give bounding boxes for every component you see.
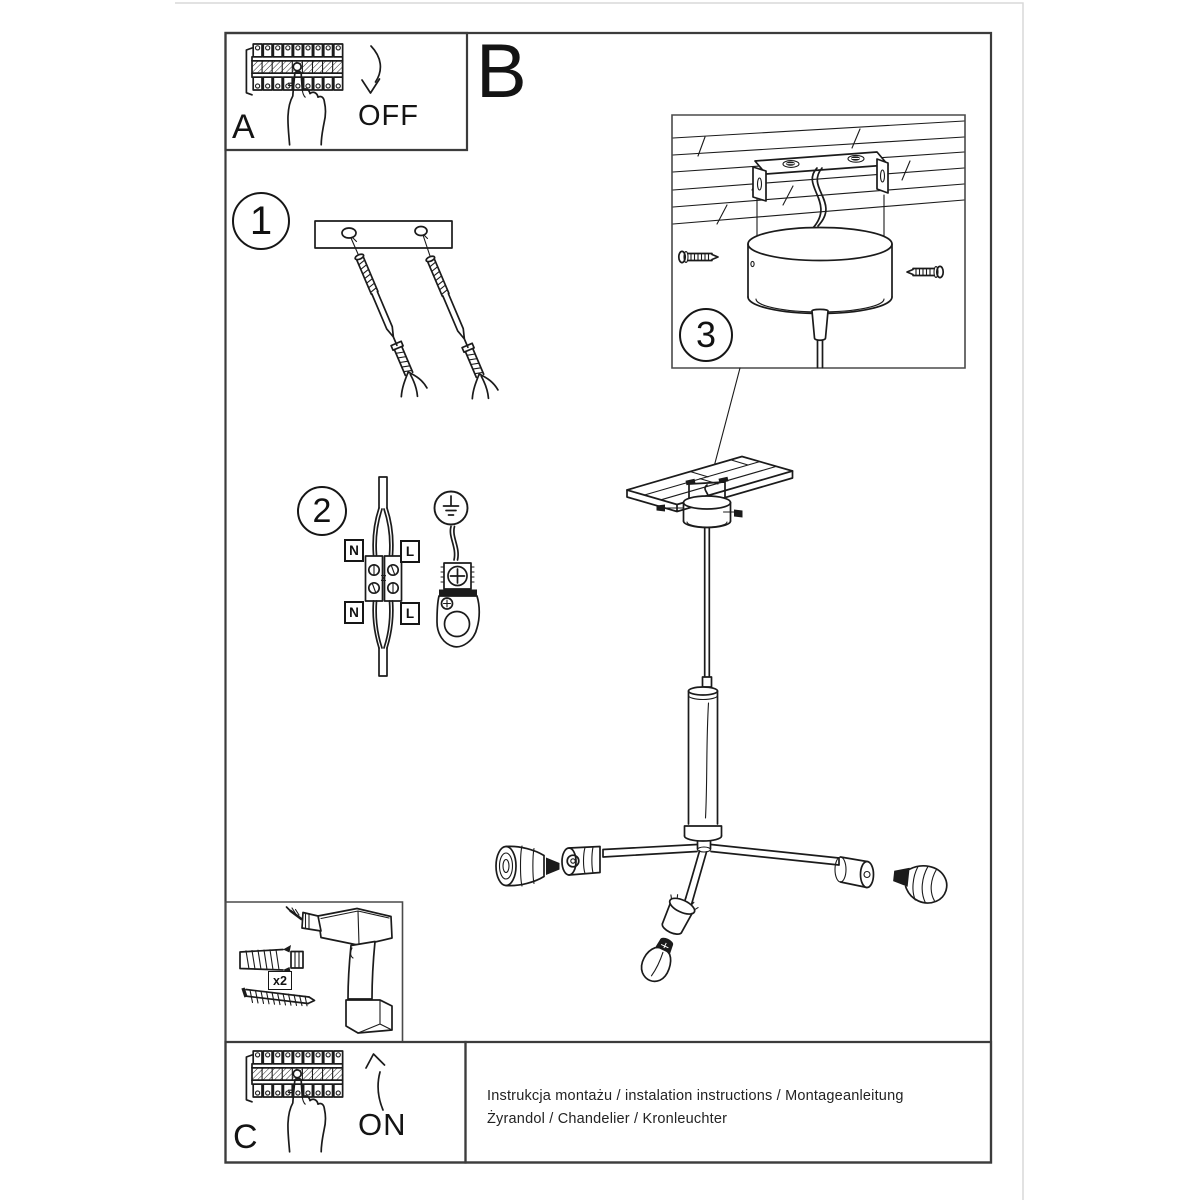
drill-icon — [287, 907, 393, 1033]
box-a-label: A — [232, 108, 255, 146]
canopy-detail — [748, 228, 892, 314]
footer-line-1: Instrukcja montażu / instalation instructions / Montageanleitung — [487, 1088, 904, 1104]
side-screw-right-icon — [907, 266, 943, 277]
bracket-right-tab — [877, 159, 888, 193]
socket-left — [562, 847, 600, 876]
box-c-label: C — [233, 1118, 258, 1156]
cord-nipple — [703, 677, 712, 687]
ground-symbol-icon — [435, 492, 468, 525]
curved-arrow-down-icon — [362, 46, 380, 93]
arm-front — [636, 851, 706, 986]
bulb-right — [891, 863, 948, 905]
pendant-cord — [705, 528, 710, 677]
chandelier-figure — [496, 457, 949, 986]
bracket-left-tab — [753, 167, 766, 201]
n-bottom-text: N — [349, 605, 359, 620]
arm-right — [711, 845, 949, 905]
page-edge — [175, 3, 1023, 1200]
step-3-number: 3 — [695, 314, 717, 355]
arm-left — [496, 845, 697, 887]
terminal-block-figure — [366, 477, 402, 676]
off-label: OFF — [358, 100, 419, 132]
screw-anchor-icon — [344, 251, 429, 403]
terminal-l-top-label — [400, 540, 420, 563]
curved-arrow-up-icon — [366, 1054, 385, 1110]
step-1-number: 1 — [249, 198, 273, 243]
bulb-front — [636, 933, 680, 986]
l-bottom-text: L — [405, 606, 415, 621]
tools-figure — [240, 907, 392, 1033]
terminal-n-top-label — [344, 539, 364, 562]
screw-icon — [243, 988, 315, 1006]
anchor-qty-text: x2 — [273, 973, 287, 988]
step-1-badge — [232, 192, 290, 250]
mounting-plate-figure — [315, 221, 500, 404]
anchor-qty-badge — [268, 971, 292, 990]
cord-grip — [812, 309, 828, 340]
center-tube — [685, 687, 722, 852]
ground-clamp-icon — [437, 527, 479, 647]
l-top-text: L — [405, 544, 415, 559]
on-label: ON — [358, 1107, 407, 1142]
section-b-label: B — [476, 29, 527, 114]
bracket-top — [755, 152, 888, 174]
footer-line-2: Żyrandol / Chandelier / Kronleuchter — [487, 1111, 728, 1127]
n-top-text: N — [349, 543, 359, 558]
bulb-left — [496, 846, 560, 886]
step-2-number: 2 — [312, 491, 332, 530]
step-2-badge — [297, 486, 347, 536]
terminal-l-bottom-label — [400, 602, 420, 625]
mains-wire — [812, 168, 826, 228]
terminal-n-bottom-label — [344, 601, 364, 624]
screw-anchor-icon — [415, 253, 500, 405]
socket-right — [835, 857, 874, 888]
step-3-badge — [679, 308, 733, 362]
side-screw-left-icon — [679, 251, 718, 262]
main-frame — [226, 29, 992, 1163]
